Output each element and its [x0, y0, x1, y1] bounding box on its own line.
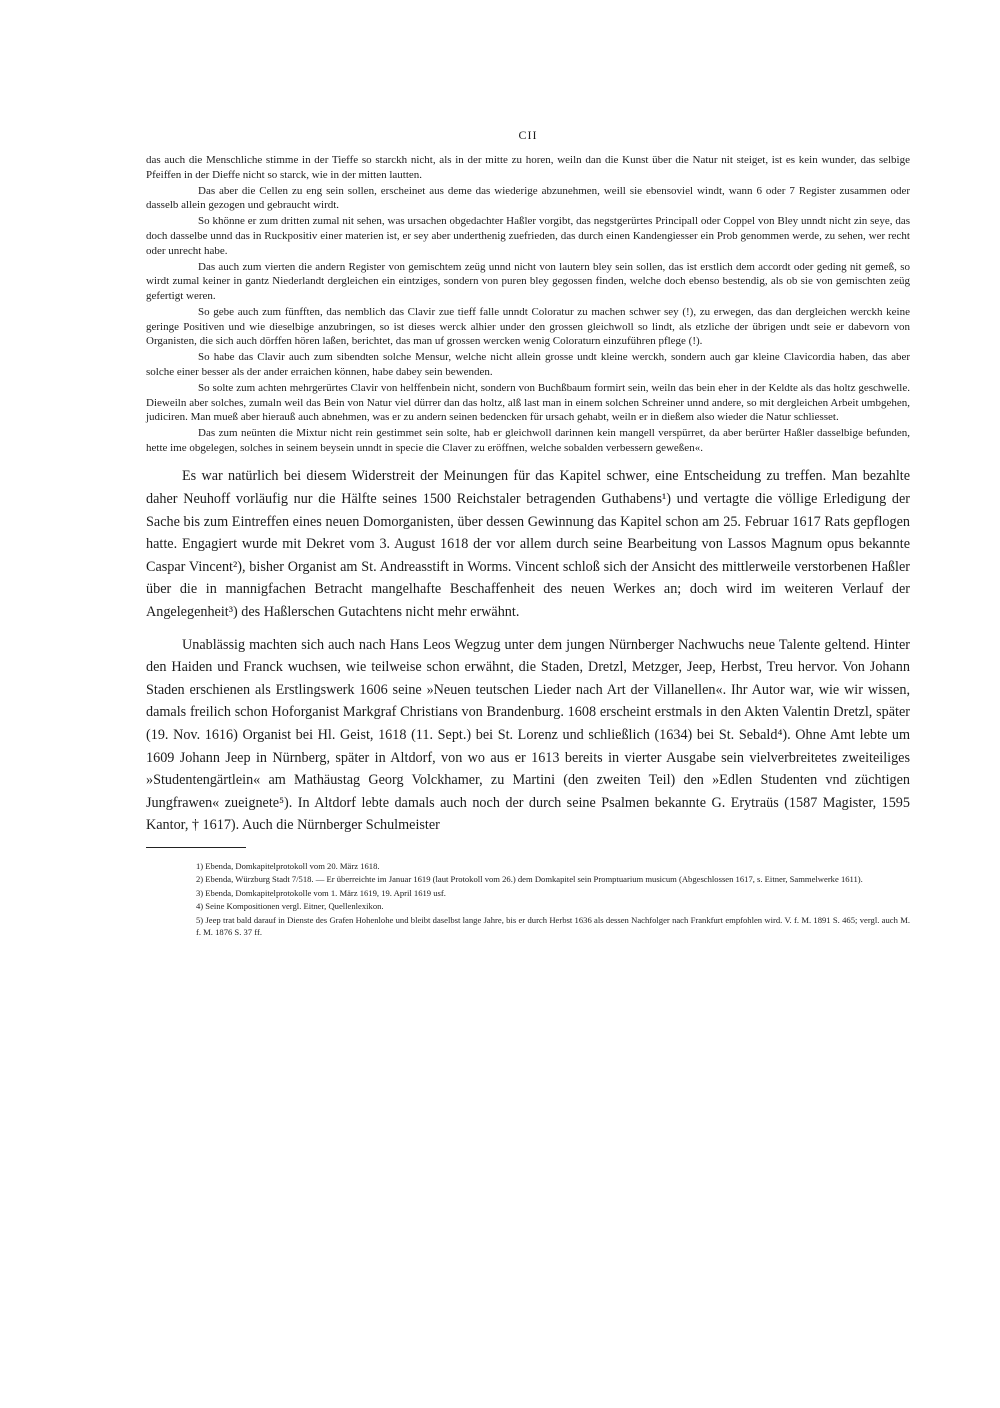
quote-paragraph: Das aber die Cellen zu eng sein sollen, erscheinet aus deme das wiederige abzunehmen, weill sie ebensoviel windt, wann 6 oder 7 Register zusammen oder dasselb allein gezogen und gebraucht wirdt.: [146, 184, 910, 212]
footnote: 1) Ebenda, Domkapitelprotokoll vom 20. März 1618.: [196, 860, 380, 871]
footnote: 4) Seine Kompositionen vergl. Eitner, Quellenlexikon.: [196, 901, 384, 912]
quote-paragraph: So khönne er zum dritten zumal nit sehen, was ursachen obgedachter Haßler vorgibt, das negstgerürtes Principall oder Coppel von Bley unndt nicht zin seye, das doch dasselbe unnd das in Ruckpositiv einer materien ist, er sey aber underthenig zuefrieden, das durch einen Kandengiesser ein Prob genommen werde, zu sehen, wer recht oder unrecht habe.: [146, 215, 910, 257]
body-paragraph: Es war natürlich bei diesem Widerstreit der Meinungen für das Kapitel schwer, eine Entscheidung zu treffen. Man bezahlte daher Neuhoff vorläufig nur die Hälfte seines 1500 Reichstaler betragenden Guthabens¹) und vertagte die völlige Erledigung der Sache bis zum Eintreffen eines neuen Domorganisten, über dessen Gewinnung das Kapitel schon am 25. Februar 1617 Rats gepflogen hatte. Engagiert wurde mit Dekret vom 3. August 1618 der vor allem durch seine Bearbeitung von Lassos Magnum opus bekannte Caspar Vincent²), bisher Organist am St. Andreasstift in Worms. Vincent schloß sich der Ansicht des mittlerweile verstorbenen Haßler über die in mannigfachen Betracht mangelhafte Beschaffenheit des neuen Werkes an; doch wird im weiteren Verlauf der Angelegenheit³) des Haßlerschen Gutachtens nicht mehr erwähnt.: [146, 468, 910, 620]
footnote: 5) Jeep trat bald darauf in Dienste des Grafen Hohenlohe und bleibt daselbst lange Jahre, bis er durch Herbst 1636 als dessen Nachfolger nach Frankfurt empfohlen wird. V. f. M. 1891 S. 465; vergl. auch M. f. M. 1876 S. 37 ff.: [196, 914, 910, 937]
page-number: CII: [518, 128, 538, 142]
quote-paragraph: Das auch zum vierten die andern Register von gemischtem zeüg unnd nicht von lautern bley sein sollen, das ist erstlich dem accordt oder geding nit gemeß, so wirdt zumal keiner in gantz Niederlandt dergleichen ein eintziges, sondern von puren bley gegossen finden, welche doch ebenso bestendig, als ob sie von gemischten zeüg gefertigt weren.: [146, 260, 910, 302]
document-page: [146, 128, 910, 939]
main-text: [146, 465, 910, 837]
footnote: 3) Ebenda, Domkapitelprotokolle vom 1. März 1619, 19. April 1619 usf.: [196, 887, 446, 898]
quote-paragraph: Das zum neünten die Mixtur nicht rein gestimmet sein solte, hab er gleichwoll darinnen kein mangell verspürret, da aber berürter Haßler dasselbige befunden, hette ime obgelegen, solches in seinem beysein unndt in specie die Claver zu eröffnen, welche sobalden verbessern geweßen«.: [146, 427, 910, 454]
quote-paragraph: So gebe auch zum fünfften, das nemblich das Clavir zue tieff falle unndt Coloratur zu machen schwer sey (!), zu erwegen, das dan dergleichen werckh keine geringe Positiven und wie dieselbige anzubringen, so ist dieses werck alhier under den grossen gleichwoll so lindt, als etzliche der übrigen undt seie er dabevorn von Organisten, die sich auch dörffen hören laßen, berichtet, das man uf grossen wercken wenig Coloraturn einzuführen pflege (!).: [146, 305, 910, 348]
quoted-report: [146, 153, 910, 455]
quote-paragraph: das auch die Menschliche stimme in der Tieffe so starckh nicht, als in der mitte zu horen, weiln dan die Kunst über die Natur nit steiget, ist es kein wunder, das selbige Pfeiffen in der Dieffe nicht so starck, wie in der mitten lautten.: [146, 154, 910, 181]
body-paragraph: Unablässig machten sich auch nach Hans Leos Wegzug unter dem jungen Nürnberger Nachwuchs neue Talente geltend. Hinter den Haiden und Franck wuchsen, wie teilweise schon erwähnt, die Staden, Dretzl, Metzger, Jeep, Herbst, Treu hervor. Von Johann Staden erschienen als Erstlingswerk 1606 seine »Neuen teutschen Lieder nach Art der Villanellen«. Ihr Autor war, wie wir wissen, damals freilich schon Hoforganist Markgraf Christians von Brandenburg. 1608 erscheint erstmals in den Akten Valentin Dretzl, später (19. Nov. 1616) Organist bei Hl. Geist, 1618 (11. Sept.) bei St. Lorenz und schließlich (1634) bei St. Sebald⁴). Ohne Amt lebte um 1609 Johann Jeep in Nürnberg, später in Altdorf, von wo aus er 1613 bereits in vierter Ausgabe sein vielverbreitetes zweiteiliges »Studentengärtlein« am Mathäustag Georg Volckhamer, zu Martini (den zweiten Teil) den »Edlen Studenten vnd züchtigen Jungfrawen« zueignete⁵). In Altdorf lebte damals auch noch der durch seine Psalmen bekannte G. Erytraüs (1587 Magister, 1595 Kantor, † 1617). Auch die Nürnberger Schulmeister: [146, 636, 910, 834]
footnote: 2) Ebenda, Würzburg Stadt 7/518. — Er überreichte im Januar 1619 (laut Protokoll vom 26.) dem Domkapitel sein Promptuarium musicum (Abgeschlossen 1617, s. Eitner, Sammelwerke 1611).: [196, 874, 863, 885]
quote-paragraph: So solte zum achten mehrgerürtes Clavir von helffenbein nicht, sondern von Buchßbaum formirt sein, weiln das bein eher in der Keldte als das holtz geschwelle. Dieweiln aber solches, zumaln weil das Bein von Natur viel dürrer dan das holtz, alß last man in einem solchen Schreiner unnd andere, so mit dergleichen Arbeit umbgehen, judiciren. Man mueß aber hierauß auch abnehmen, was er zu andern seinen bedencken für ursach gehabt, weiln er in dießem also wieder die Natur schliesset.: [146, 381, 910, 424]
quote-paragraph: So habe das Clavir auch zum sibendten solche Mensur, welche nicht allein grosse undt kleine werckh, sondern auch gar kleine Clavicordia haben, das aber solche einer besser als der ander erraichen können, habe dabey sein bewenden.: [146, 351, 910, 378]
footnote-divider: [146, 847, 246, 860]
footnotes: [146, 860, 910, 938]
